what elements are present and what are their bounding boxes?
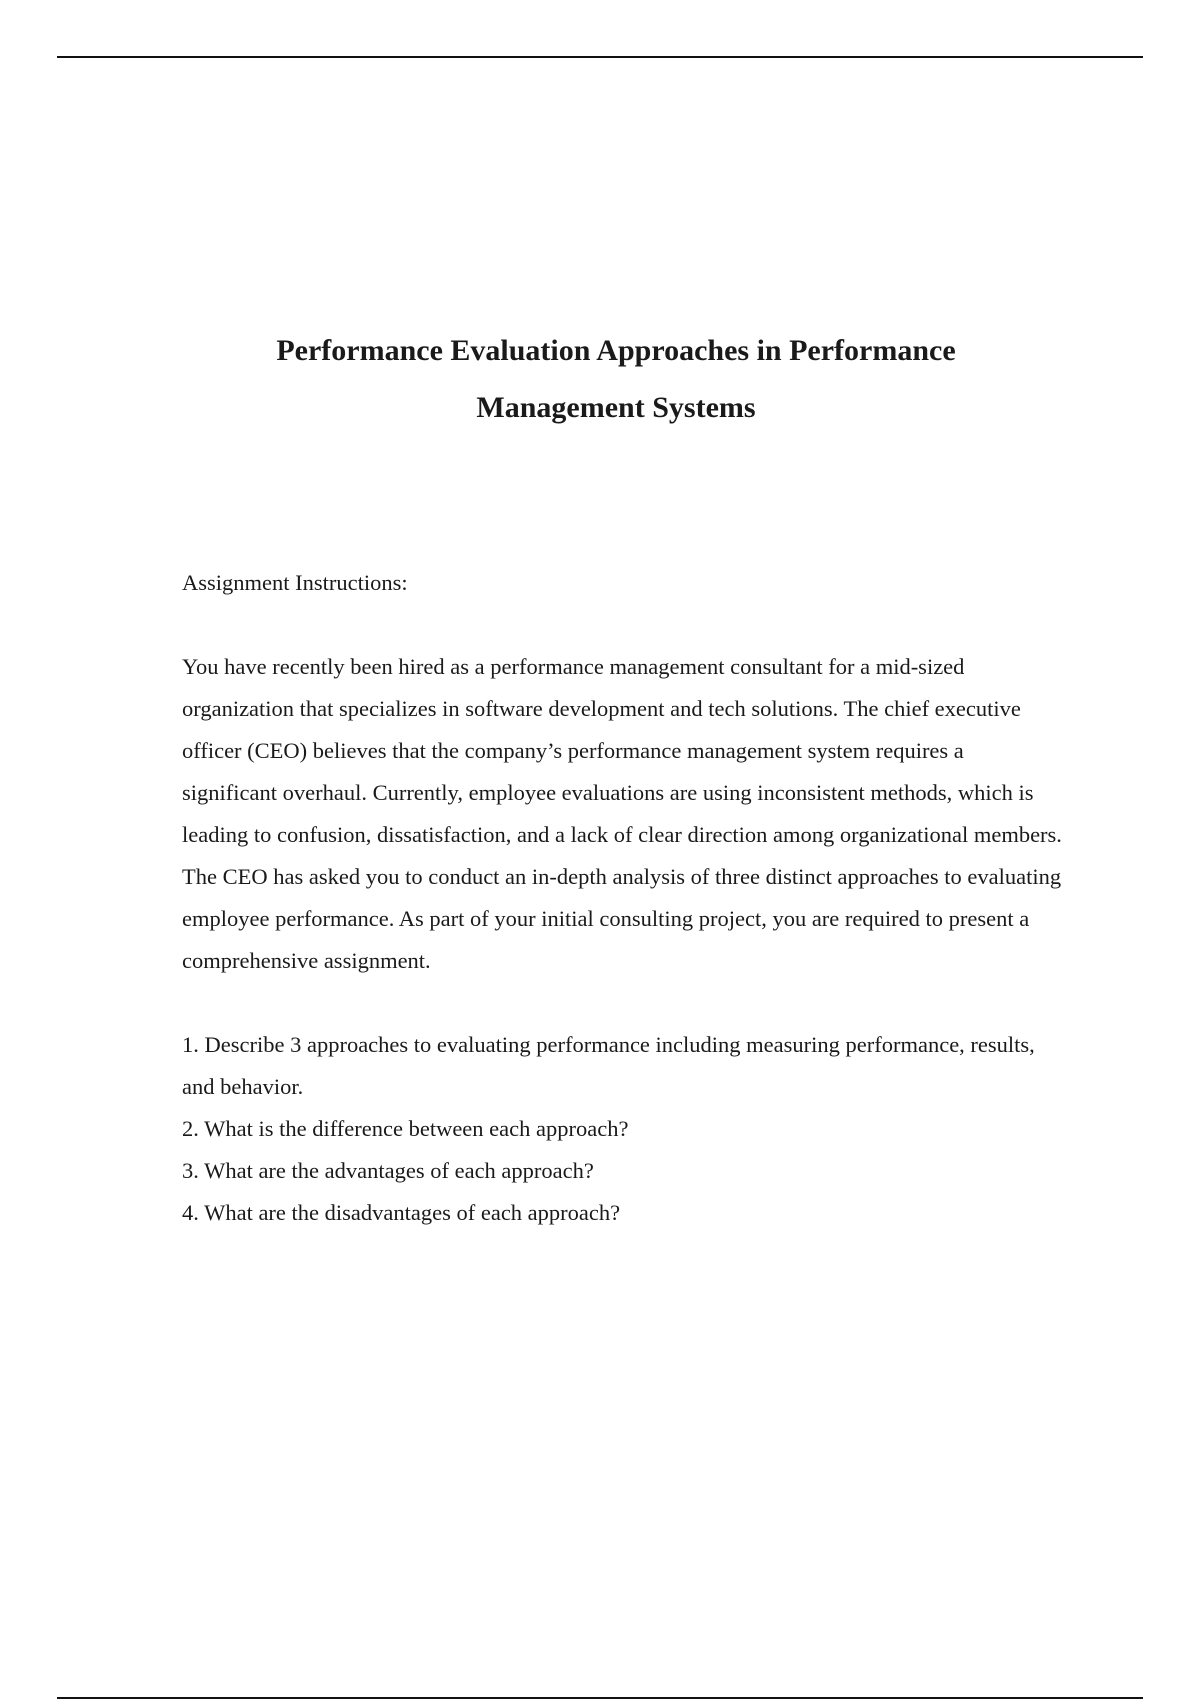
document-title: [200, 322, 1032, 436]
footer-rule: [57, 1697, 1143, 1699]
question-item: 2. What is the difference between each approach?: [182, 1116, 629, 1141]
question-list: [182, 1024, 1062, 1234]
question-item: 4. What are the disadvantages of each approach?: [182, 1200, 621, 1225]
title-line-2: Management Systems: [476, 391, 756, 424]
question-item: 1. Describe 3 approaches to evaluating performance including measuring performance, results, and behavior.: [182, 1032, 1035, 1099]
instructions-paragraph: You have recently been hired as a performance management consultant for a mid-sized organization that specializes in software development and tech solutions. The chief executive officer (CEO) believes that the company’s performance management system requires a significant overhaul. Currently, employee evaluations are using inconsistent methods, which is leading to confusion, dissatisfaction, and a lack of clear direction among organizational members. The CEO has asked you to conduct an in-depth analysis of three distinct approaches to evaluating employee performance. As part of your initial consulting project, you are required to present a comprehensive assignment.: [182, 654, 1062, 973]
question-item: 3. What are the advantages of each approach?: [182, 1158, 594, 1183]
document-body: [182, 562, 1062, 1234]
title-line-1: Performance Evaluation Approaches in Performance: [276, 334, 956, 367]
instructions-heading: Assignment Instructions:: [182, 570, 408, 595]
header-rule: [57, 56, 1143, 58]
